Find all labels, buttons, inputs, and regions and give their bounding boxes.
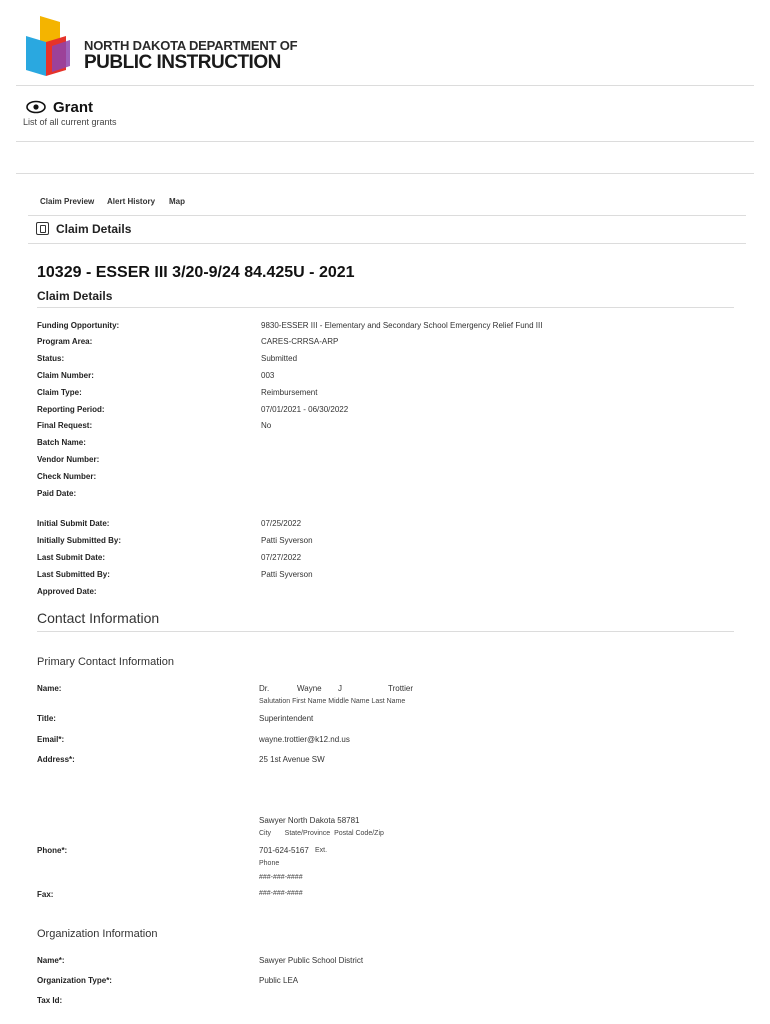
field-value: 07/25/2022: [261, 519, 302, 528]
field-value: No: [261, 421, 272, 430]
organization-info-header: Organization Information: [37, 928, 158, 940]
first-name-value: Wayne: [297, 684, 322, 693]
tab-alert-history[interactable]: Alert History: [107, 197, 156, 206]
org-type-label: Organization Type*:: [37, 976, 112, 985]
logo-mark-icon: [26, 16, 80, 82]
tax-id-label: Tax Id:: [37, 996, 63, 1005]
org-name-line2: PUBLIC INSTRUCTION: [84, 52, 281, 73]
page-subtitle: List of all current grants: [23, 117, 117, 127]
field-label: Initial Submit Date:: [37, 519, 110, 528]
field-label: Initially Submitted By:: [37, 536, 122, 545]
divider: [16, 85, 754, 86]
field-value: Reimbursement: [261, 388, 318, 397]
ext-label: Ext.: [315, 847, 328, 854]
field-value: 9830-ESSER III - Elementary and Secondary School Emergency Relief Fund III: [261, 321, 543, 330]
email-value: wayne.trottier@k12.nd.us: [259, 735, 350, 744]
last-name-value: Trottier: [388, 684, 414, 693]
claim-title: 10329 - ESSER III 3/20-9/24 84.425U - 2021: [37, 264, 355, 281]
field-label: Funding Opportunity:: [37, 321, 120, 330]
tab-map[interactable]: Map: [169, 197, 185, 206]
field-label: Reporting Period:: [37, 405, 105, 414]
fax-label: Fax:: [37, 890, 54, 899]
org-name-label: Name*:: [37, 956, 65, 965]
field-value: 07/01/2021 - 06/30/2022: [261, 405, 349, 414]
field-value: Patti Syverson: [261, 536, 313, 545]
field-label: Claim Number:: [37, 371, 94, 380]
field-label: Last Submitted By:: [37, 570, 110, 579]
address-value: 25 1st Avenue SW: [259, 755, 325, 764]
name-hint: Salutation First Name Middle Name Last Name: [259, 698, 406, 705]
org-name-value: Sawyer Public School District: [259, 956, 364, 965]
divider: [28, 243, 746, 244]
eye-icon: [26, 100, 46, 114]
city-state-zip-value: Sawyer North Dakota 58781: [259, 816, 360, 825]
contact-info-header: Contact Information: [37, 610, 160, 626]
divider: [28, 215, 746, 216]
field-label: Status:: [37, 354, 65, 363]
divider: [16, 173, 754, 174]
field-label: Program Area:: [37, 337, 93, 346]
city-state-zip-hint: City State/Province Postal Code/Zip: [259, 830, 384, 837]
phone-hint: Phone: [259, 860, 280, 867]
phone-value: 701-624-5167: [259, 846, 309, 855]
claim-details-subheader: Claim Details: [37, 289, 113, 303]
title-label: Title:: [37, 714, 56, 723]
divider: [16, 141, 754, 142]
field-value: Patti Syverson: [261, 570, 313, 579]
org-type-value: Public LEA: [259, 976, 299, 985]
email-label: Email*:: [37, 735, 65, 744]
phone-label: Phone*:: [37, 846, 68, 855]
divider: [37, 307, 734, 308]
field-label: Last Submit Date:: [37, 553, 106, 562]
middle-name-value: J: [338, 684, 342, 693]
field-label: Check Number:: [37, 472, 97, 481]
claim-details-header: Claim Details: [56, 222, 132, 236]
salutation-value: Dr.: [259, 684, 270, 693]
fax-value: ###-###-####: [259, 890, 303, 897]
org-name-line1: NORTH DAKOTA DEPARTMENT OF: [84, 38, 298, 53]
field-label: Claim Type:: [37, 388, 82, 397]
field-label: Batch Name:: [37, 438, 86, 447]
name-label: Name:: [37, 684, 62, 693]
field-value: Submitted: [261, 354, 298, 363]
document-icon: [36, 222, 49, 235]
field-label: Paid Date:: [37, 489, 77, 498]
address-label: Address*:: [37, 755, 75, 764]
title-value: Superintendent: [259, 714, 314, 723]
field-value: 003: [261, 371, 275, 380]
phone-mask: ###-###-####: [259, 874, 303, 881]
primary-contact-header: Primary Contact Information: [37, 656, 174, 668]
tab-claim-preview[interactable]: Claim Preview: [40, 197, 95, 206]
field-value: CARES-CRRSA-ARP: [261, 337, 339, 346]
page-title: Grant: [53, 99, 94, 116]
field-label: Vendor Number:: [37, 455, 100, 464]
divider: [37, 631, 734, 632]
field-label: Approved Date:: [37, 587, 97, 596]
field-value: 07/27/2022: [261, 553, 302, 562]
field-label: Final Request:: [37, 421, 93, 430]
